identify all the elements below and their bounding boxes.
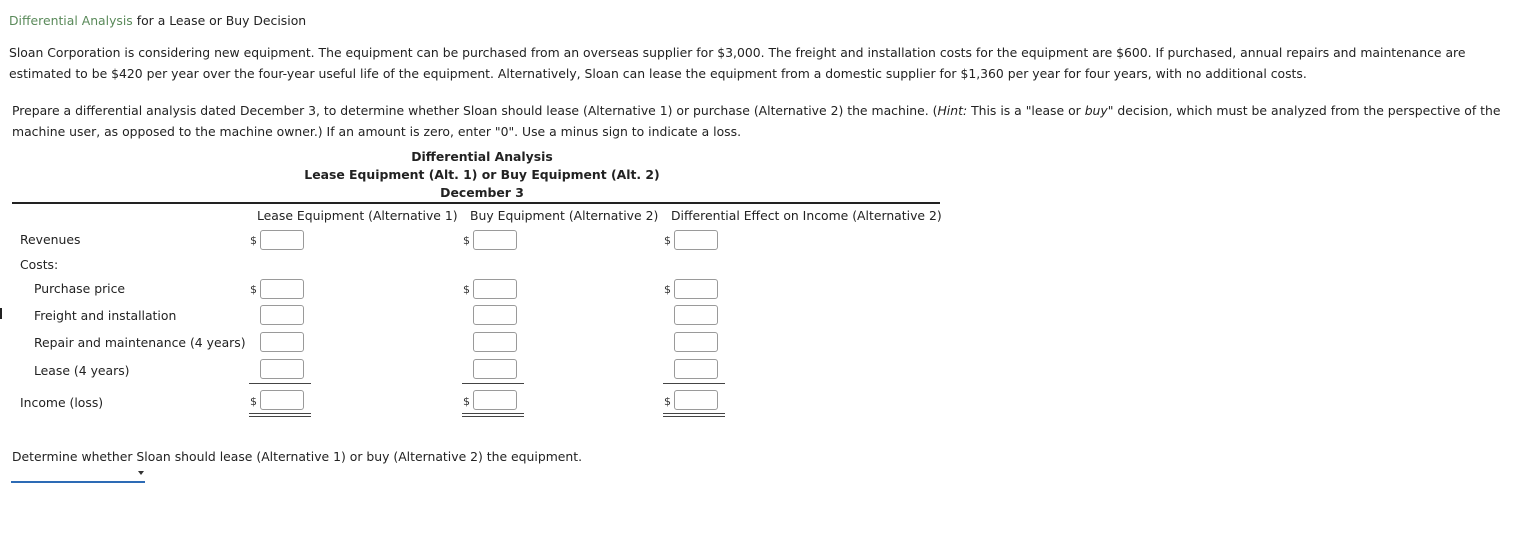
row-label-repair: Repair and maintenance (4 years): [34, 335, 246, 350]
currency-symbol: $: [664, 395, 671, 408]
total-double-rule: [249, 413, 311, 417]
currency-symbol: $: [463, 283, 470, 296]
instructions-part1: Prepare a differential analysis dated December 3, to determine whether Sloan should lease (Alternative 1) or purchase (Alternative 2) the machine. (: [12, 103, 938, 118]
title-rest: for a Lease or Buy Decision: [132, 13, 307, 28]
lease-revenues-input[interactable]: [260, 230, 304, 250]
hint-label: Hint:: [937, 103, 968, 118]
lease-lease-input[interactable]: [260, 359, 304, 379]
row-label-revenues: Revenues: [20, 232, 81, 247]
buy-income-input[interactable]: [473, 390, 517, 410]
row-label-lease: Lease (4 years): [34, 363, 130, 378]
lease-freight-input[interactable]: [260, 305, 304, 325]
lease-repair-input[interactable]: [260, 332, 304, 352]
chevron-down-icon[interactable]: [138, 471, 144, 475]
decision-dropdown[interactable]: [11, 466, 145, 483]
row-label-costs: Costs:: [20, 257, 59, 272]
differential-repair-input[interactable]: [674, 332, 718, 352]
differential-lease-input[interactable]: [674, 359, 718, 379]
table-top-rule: [12, 202, 940, 204]
currency-symbol: $: [463, 234, 470, 247]
differential-revenues-input[interactable]: [674, 230, 718, 250]
left-edge-marker: [0, 308, 2, 319]
lease-purchase-price-input[interactable]: [260, 279, 304, 299]
currency-symbol: $: [664, 234, 671, 247]
table-date: December 3: [440, 185, 524, 200]
row-label-income: Income (loss): [20, 395, 104, 410]
differential-income-input[interactable]: [674, 390, 718, 410]
buy-purchase-price-input[interactable]: [473, 279, 517, 299]
buy-lease-input[interactable]: [473, 359, 517, 379]
decision-prompt: Determine whether Sloan should lease (Alternative 1) or buy (Alternative 2) the equipment.: [12, 449, 583, 464]
row-label-purchase-price: Purchase price: [34, 281, 126, 296]
currency-symbol: $: [664, 283, 671, 296]
currency-symbol: $: [463, 395, 470, 408]
subtotal-rule: [663, 383, 725, 384]
subtotal-rule: [462, 383, 524, 384]
currency-symbol: $: [250, 283, 257, 296]
buy-freight-input[interactable]: [473, 305, 517, 325]
table-heading: Differential Analysis: [411, 149, 553, 164]
differential-freight-input[interactable]: [674, 305, 718, 325]
table-subheading: Lease Equipment (Alt. 1) or Buy Equipment (Alt. 2): [304, 167, 660, 182]
instructions: [12, 100, 1524, 142]
problem-statement: Sloan Corporation is considering new equipment. The equipment can be purchased from an overseas supplier for $3,000. The freight and installation costs for the equipment are $600. If purchased, annual repairs and maintenance are estimated to be $420 per year over the four-year useful life of the equipment. Alternatively, Sloan can lease the equipment from a domestic supplier for $1,360 per year for four years, with no additional costs.: [9, 45, 1466, 81]
column-header-lease: Lease Equipment (Alternative 1): [257, 208, 458, 223]
column-header-buy: Buy Equipment (Alternative 2): [470, 208, 659, 223]
instructions-part2: This is a "lease or: [967, 103, 1085, 118]
currency-symbol: $: [250, 234, 257, 247]
buy-revenues-input[interactable]: [473, 230, 517, 250]
buy-repair-input[interactable]: [473, 332, 517, 352]
subtotal-rule: [249, 383, 311, 384]
lease-income-input[interactable]: [260, 390, 304, 410]
total-double-rule: [462, 413, 524, 417]
instructions-part3: " decision, which must be analyzed from the perspective of the machine user, as opposed to the machine owner.) If an amount is zero, enter "0". Use a minus sign to indicate a loss.: [12, 103, 1501, 139]
column-header-differential: Differential Effect on Income (Alternative 2): [671, 208, 942, 223]
buy-word: buy: [1084, 103, 1108, 118]
page-title: [9, 13, 306, 28]
total-double-rule: [663, 413, 725, 417]
currency-symbol: $: [250, 395, 257, 408]
differential-purchase-price-input[interactable]: [674, 279, 718, 299]
row-label-freight: Freight and installation: [34, 308, 177, 323]
title-highlight: Differential Analysis: [9, 13, 133, 28]
